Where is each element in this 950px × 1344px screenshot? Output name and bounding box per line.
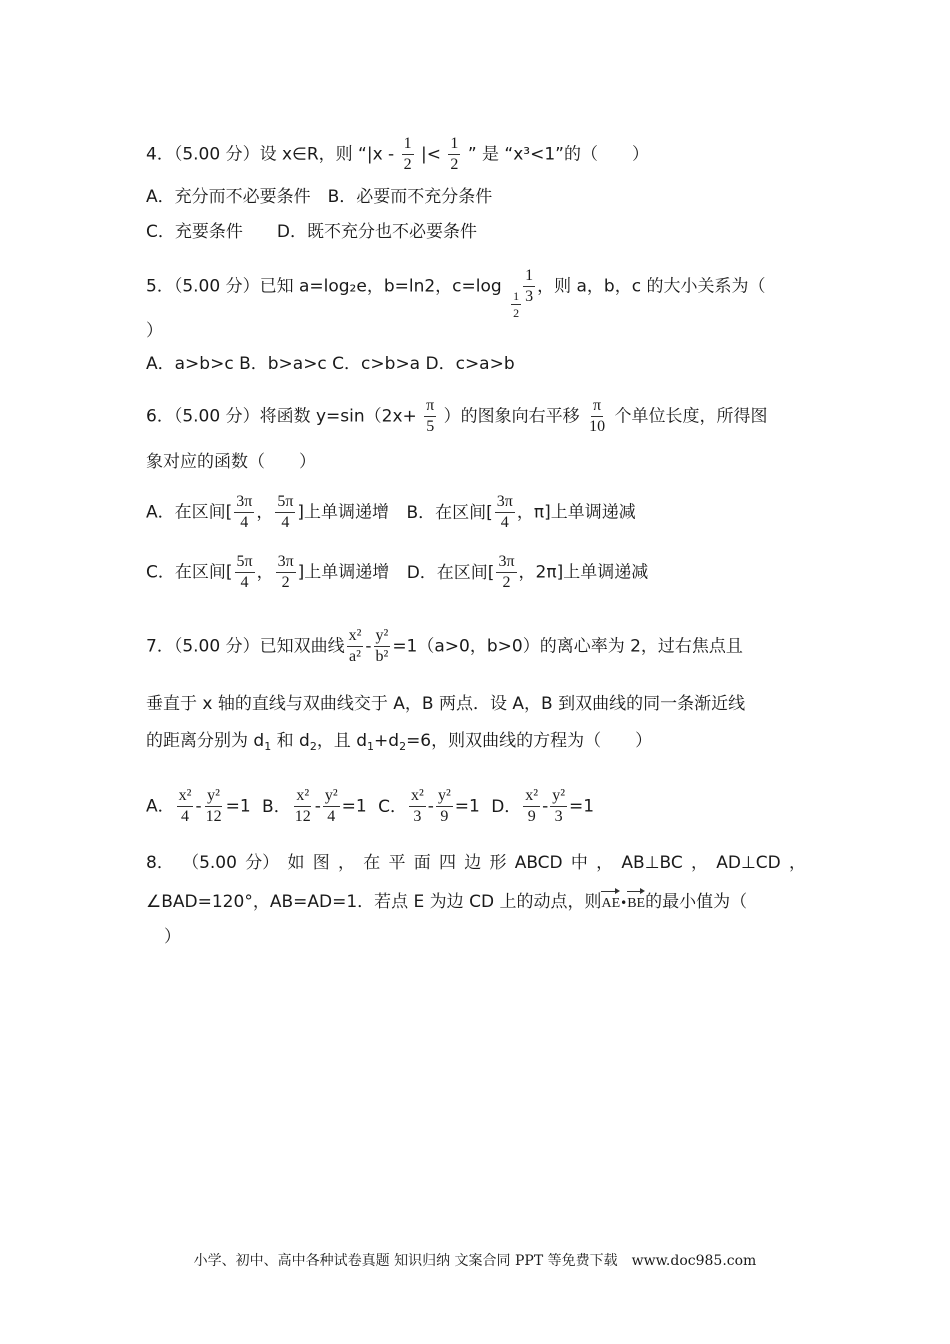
q5-stem: 5．（5.00 分）已知 a=log₂e，b=ln2，c=log $\frac{1}{2}$ $\frac{1}{3}$ ，则 a，b，c 的大小关系为（	[146, 267, 766, 320]
q8-line1: 8． （5.00 分） 如 图 ， 在 平 面 四 边 形 ABCD 中 ， AB⊥BC ， AD⊥CD ，	[146, 853, 806, 873]
fraction: $\frac{1}{2}$	[450, 135, 459, 173]
q7-line3: 的距离分别为 $d_1$ 和 $d_2$，且 $d_1+d_2=6$，则双曲线的方程为（ ）	[146, 731, 653, 753]
q6-options-ab: A．在区间[ $\frac{3\pi}{4}$ ， $\frac{5\pi}{4}$ ]上单调递增 B．在区间[ $\frac{3\pi}{4}$ ，π]上单调递减	[146, 493, 636, 531]
page-footer: 小学、初中、高中各种试卷真题 知识归纳 文案合同 PPT 等免费下载 www.doc985.com	[193, 1253, 757, 1269]
q7-line2: 垂直于 x 轴的直线与双曲线交于 A，B 两点．设 A，B 到双曲线的同一条渐近线	[146, 694, 746, 714]
q8-line3: ）	[164, 927, 181, 947]
fraction: $\frac{1}{3}$	[525, 267, 534, 305]
fraction: $\frac{\pi}{5}$	[426, 397, 435, 435]
vector-be: BE	[627, 889, 645, 915]
q6-stem: 6．（5.00 分）将函数 y=sin（2x+ $\frac{\pi}{5}$ ）的图象向右平移 $\frac{\pi}{10}$ 个单位长度，所得图	[146, 397, 768, 435]
log-base-fraction: $\frac{1}{2}$	[513, 288, 520, 320]
vector-ae: AE	[601, 889, 620, 915]
fraction: $\frac{\pi}{10}$	[589, 397, 606, 435]
q4-stem: 4．（5.00 分）设 x∈R，则 “|x - $\frac{1}{2}$ |< $\frac{1}{2}$ ” 是 “x³<1”的（ ）	[146, 135, 649, 173]
fraction: $\frac{1}{2}$	[403, 135, 412, 173]
q7-stem: 7．（5.00 分）已知双曲线 $\frac{\text{x²}}{\text{a²}}$ - $\frac{\text{y²}}{\text{b²}}$ =1（a>0，b>0）的离心率为 2，过右焦点且	[146, 627, 743, 665]
q7-options: A． $\frac{\text{x²}}{4}$ - $\frac{\text{y²}}{12}$ =1 B． $\frac{\text{x²}}{12}$ - $\frac{\text{y²}}{4}$ =1 C． $\frac{\text{x²}}{3}$ - $\frac{\text{y²}}{9}$ =1 D． $\frac{\text{x²}}{9}$ - $\frac{\text{y²}}{3}$ =1	[146, 787, 595, 825]
q6-options-cd: C．在区间[ $\frac{5\pi}{4}$ ， $\frac{3\pi}{2}$ ]上单调递增 D．在区间[ $\frac{3\pi}{2}$ ，2π]上单调递减	[146, 553, 649, 591]
q8-line2: ∠BAD=120°，AB=AD=1．若点 E 为边 CD 上的动点，则AE•BE的最小值为（	[146, 889, 747, 915]
q4-options-cd: C．充要条件 D．既不充分也不必要条件	[146, 222, 477, 242]
q4-options-ab: A．充分而不必要条件 B．必要而不充分条件	[146, 187, 493, 207]
q6-stem-cont: 象对应的函数（ ）	[146, 452, 316, 472]
q5-stem-end: ）	[146, 321, 163, 341]
q5-options: A．a>b>c B．b>a>c C．c>b>a D．c>a>b	[146, 354, 515, 374]
